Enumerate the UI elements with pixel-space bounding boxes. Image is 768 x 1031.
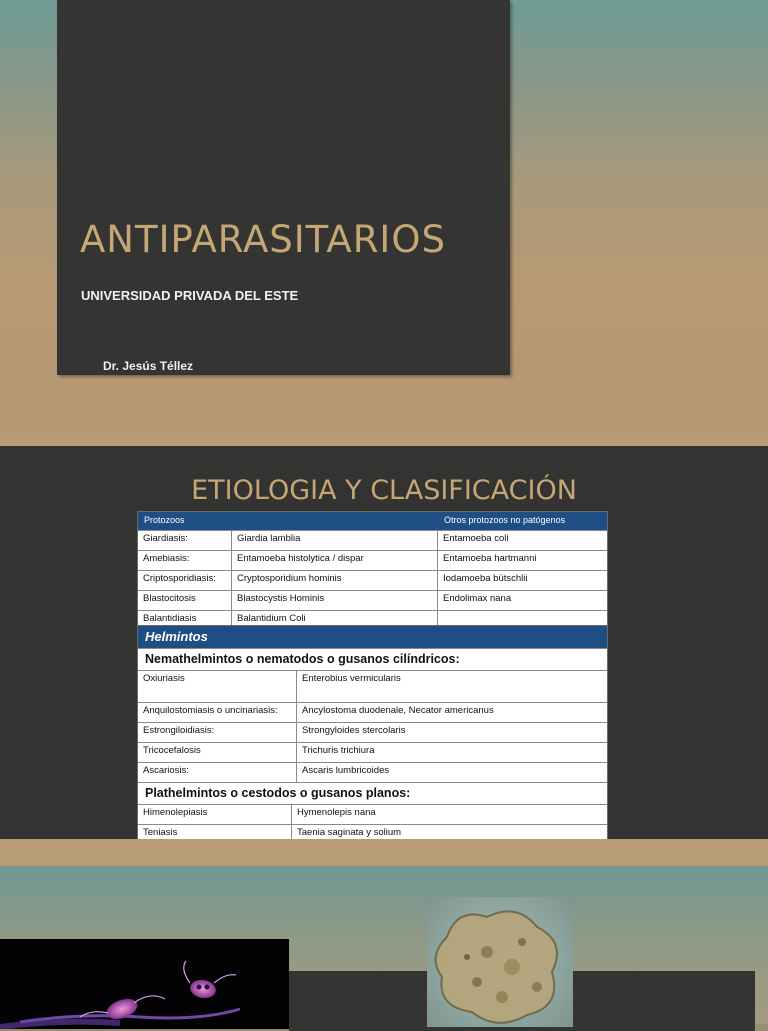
- header-cell: Otros protozoos no patógenos: [444, 515, 566, 525]
- title-slide: [0, 0, 768, 433]
- table-row: [138, 550, 607, 570]
- author-name: Dr. Jesús Téllez: [103, 359, 194, 373]
- nematodes-group-title: Nemathelmintos o nematodos o gusanos cilíndricos:: [138, 648, 607, 670]
- giardia-illustration: [0, 939, 289, 1029]
- classification-slide: [0, 446, 768, 839]
- slide-gap: [0, 839, 768, 866]
- table-cell: Entamoeba hartmanni: [443, 553, 537, 564]
- table-cell: Taenia saginata y solium: [297, 827, 402, 838]
- slide-gap: [0, 433, 768, 446]
- table-row: [138, 804, 607, 824]
- table-cell: Giardia lamblia: [232, 531, 438, 550]
- table-cell: Oxiuriasis: [138, 671, 297, 702]
- table-row: [138, 702, 607, 722]
- table-cell: Enterobius vermicularis: [302, 673, 401, 684]
- amoeba-micrograph: [427, 897, 573, 1027]
- protozoa-table: [137, 511, 608, 631]
- helminths-header: Helmintos: [138, 626, 607, 648]
- table-row: [138, 762, 607, 782]
- table-cell: Anquilostomiasis o uncinariasis:: [138, 703, 297, 722]
- table-cell: Estrongiloidiasis:: [138, 723, 297, 742]
- table-cell: Hymenolepis nana: [297, 807, 376, 818]
- table-cell: Entamoeba histolytica / dispar: [232, 551, 438, 570]
- table-header: [138, 512, 607, 530]
- table-cell: Amebiasis:: [138, 551, 232, 570]
- table-cell: Endolimax nana: [443, 593, 512, 604]
- table-cell: Blastocystis Hominis: [232, 591, 438, 610]
- table-cell: Trichuris trichiura: [302, 745, 375, 756]
- table-cell: Balantidium Coli: [232, 611, 438, 630]
- table-row: [138, 570, 607, 590]
- table-cell: Teniasis: [138, 825, 292, 844]
- image-slide: [0, 866, 768, 1024]
- table-cell: Ascariosis:: [138, 763, 297, 782]
- table-cell: Entamoeba coli: [443, 533, 509, 544]
- table-cell: Giardiasis:: [138, 531, 232, 550]
- helminths-table: [137, 625, 608, 865]
- table-cell: Criptosporidiasis:: [138, 571, 232, 590]
- slide-title: ETIOLOGIA Y CLASIFICACIÓN: [191, 475, 577, 506]
- table-cell: Iodamoeba bütschlii: [443, 573, 528, 584]
- table-row: [138, 590, 607, 610]
- title-panel: [57, 0, 510, 375]
- table-cell: Himenolepiasis: [138, 805, 292, 824]
- table-row: [138, 530, 607, 550]
- table-row: [138, 670, 607, 702]
- header-cell: Protozoos: [144, 515, 185, 525]
- table-cell: Ascaris lumbricoides: [302, 765, 390, 776]
- slide-subtitle: UNIVERSIDAD PRIVADA DEL ESTE: [81, 288, 299, 303]
- table-row: [138, 742, 607, 762]
- cestodes-group-title: Plathelmintos o cestodos o gusanos planos:: [138, 782, 607, 804]
- table-cell: Blastocitosis: [138, 591, 232, 610]
- table-cell: Tricocefalosis: [138, 743, 297, 762]
- table-cell: Balantidiasis: [138, 611, 232, 630]
- table-cell: Cryptosporidium hominis: [232, 571, 438, 590]
- table-row: [138, 722, 607, 742]
- slide-title: ANTIPARASITARIOS: [80, 218, 446, 261]
- table-cell: Strongyloides stercolaris: [302, 725, 406, 736]
- table-cell: Ancylostoma duodenale, Necator americanus: [302, 705, 494, 716]
